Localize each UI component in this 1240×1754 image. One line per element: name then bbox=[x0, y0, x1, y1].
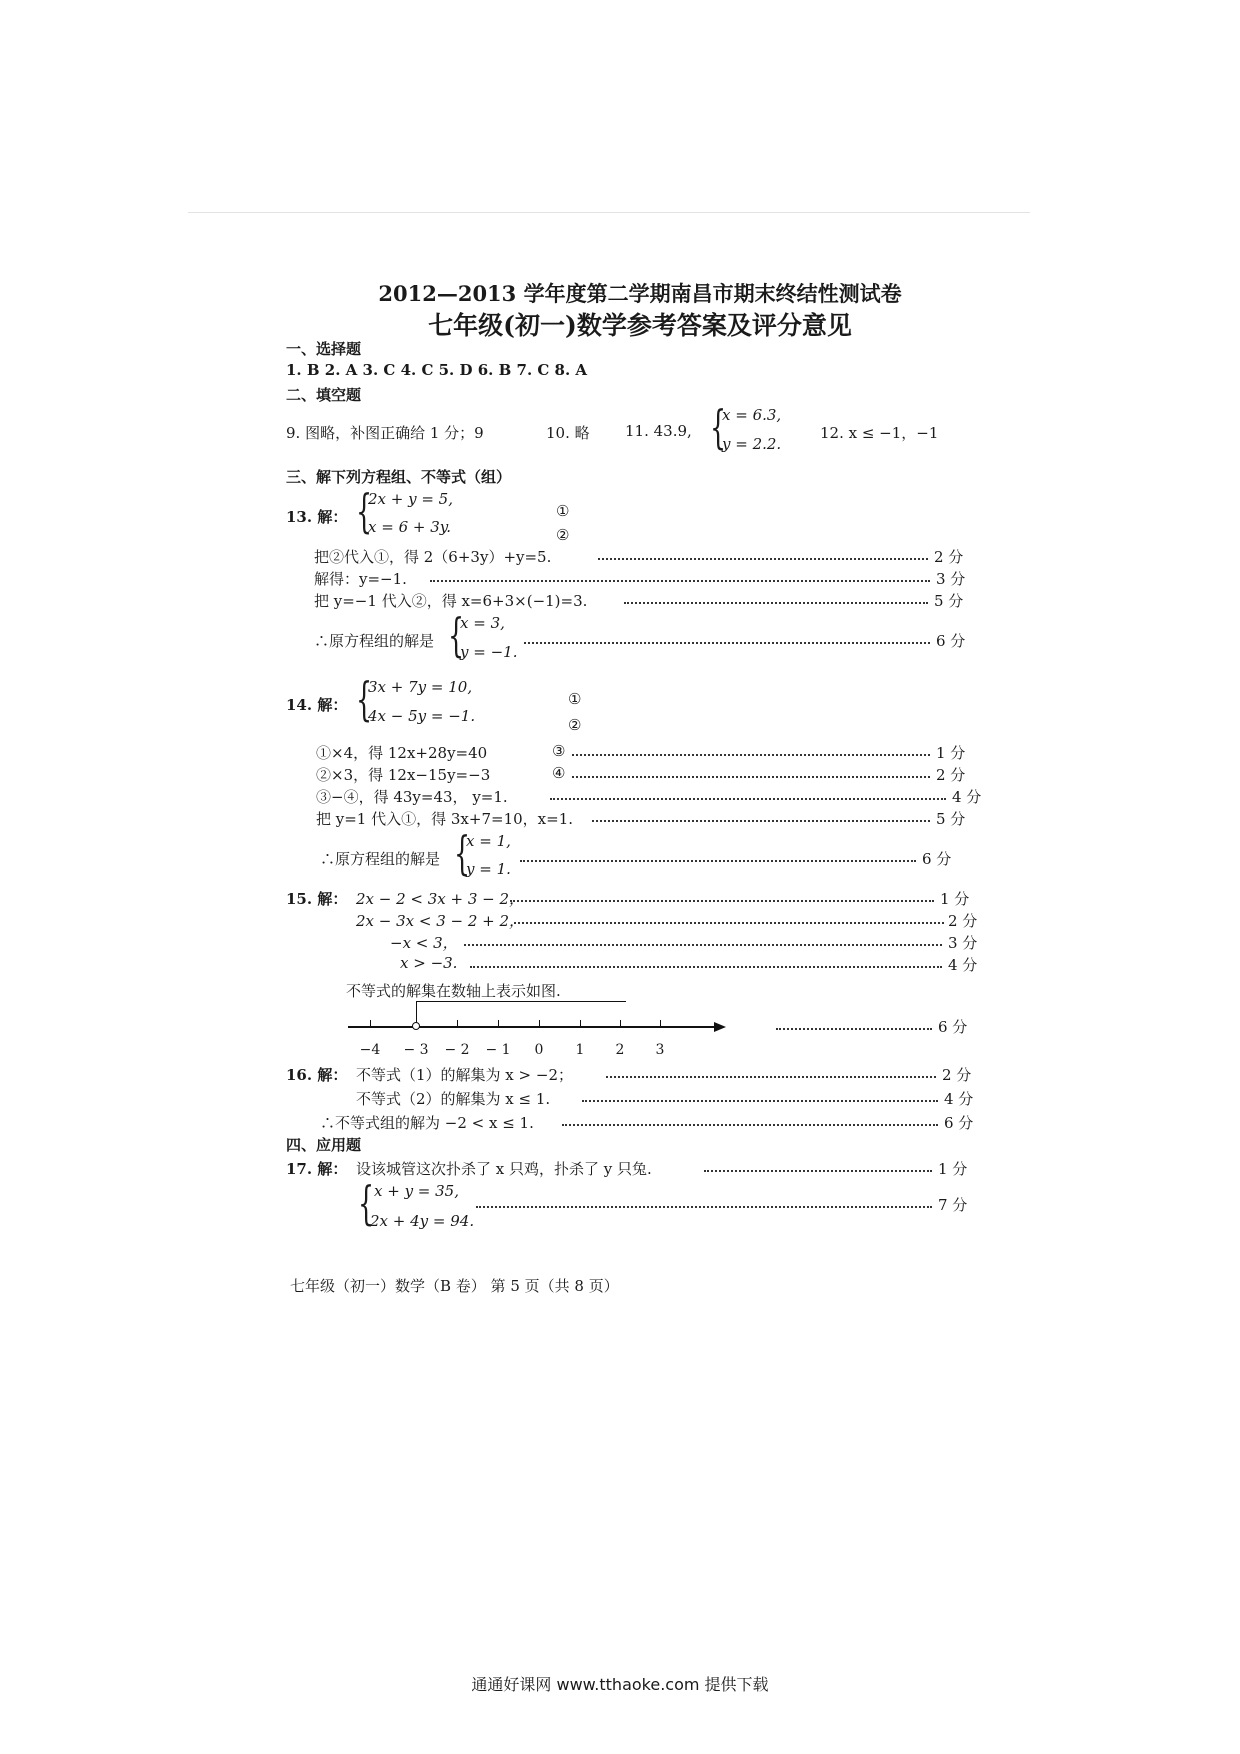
leader-dots bbox=[464, 944, 942, 946]
leader-dots bbox=[572, 776, 930, 778]
axis-label: − 1 bbox=[485, 1042, 511, 1058]
fill-q12: 12. x ≤ −1，−1 bbox=[820, 424, 939, 442]
q13-sol2: y = −1. bbox=[460, 643, 518, 661]
answer-key-title: 七年级(初一)数学参考答案及评分意见 bbox=[428, 311, 852, 340]
q14-score1: 1 分 bbox=[936, 744, 966, 762]
leader-dots bbox=[520, 860, 916, 862]
tick bbox=[370, 1020, 371, 1028]
section-choice-heading: 一、选择题 bbox=[286, 340, 362, 358]
leader-dots bbox=[550, 798, 946, 800]
q13-mark2: ② bbox=[556, 526, 570, 544]
q14-score4: 5 分 bbox=[936, 810, 966, 828]
q16-step1: 不等式（1）的解集为 x > −2； bbox=[356, 1066, 573, 1084]
section-application-heading: 四、应用题 bbox=[286, 1136, 362, 1154]
section-solve-heading: 三、解下列方程组、不等式（组） bbox=[286, 468, 512, 486]
q11-eq2: y = 2.2. bbox=[722, 435, 782, 453]
q16-label: 16. 解： bbox=[286, 1066, 348, 1084]
axis-label: − 3 bbox=[403, 1042, 429, 1058]
q14-step4: 把 y=1 代入①，得 3x+7=10，x=1. bbox=[316, 810, 574, 828]
number-line-axis bbox=[348, 1026, 718, 1028]
q14-score3: 4 分 bbox=[952, 788, 982, 806]
q17-score2: 7 分 bbox=[938, 1196, 968, 1214]
axis-label: 3 bbox=[655, 1042, 665, 1058]
leader-dots bbox=[470, 966, 942, 968]
q15-step4: x > −3. bbox=[400, 954, 458, 972]
q15-score2: 2 分 bbox=[948, 912, 978, 930]
leader-dots bbox=[592, 820, 930, 822]
q13-score1: 2 分 bbox=[934, 548, 964, 566]
q16-score3: 6 分 bbox=[944, 1114, 974, 1132]
axis-label: − 2 bbox=[444, 1042, 470, 1058]
open-circle-icon bbox=[412, 1022, 420, 1030]
q13-step3: 把 y=−1 代入②，得 x=6+3×(−1)=3. bbox=[314, 592, 588, 610]
q16-step2: 不等式（2）的解集为 x ≤ 1. bbox=[356, 1090, 551, 1108]
q13-step2: 解得：y=−1. bbox=[314, 570, 407, 588]
q14-mark2: ② bbox=[568, 716, 582, 734]
tick bbox=[580, 1020, 581, 1028]
tick bbox=[660, 1020, 661, 1028]
q13-sol1: x = 3, bbox=[460, 614, 505, 632]
q13-eq1: 2x + y = 5, bbox=[368, 490, 453, 508]
q13-label: 13. 解： bbox=[286, 508, 348, 526]
q17-eq1: x + y = 35, bbox=[374, 1182, 459, 1200]
leader-dots bbox=[514, 922, 944, 924]
q14-score5: 6 分 bbox=[922, 850, 952, 868]
q15-score3: 3 分 bbox=[948, 934, 978, 952]
axis-label: 2 bbox=[615, 1042, 625, 1058]
q14-sol2: y = 1. bbox=[466, 860, 511, 878]
choice-answers: 1. B 2. A 3. C 4. C 5. D 6. B 7. C 8. A bbox=[286, 361, 588, 379]
q15-score5: 6 分 bbox=[938, 1018, 968, 1036]
q17-step1: 设该城管这次扑杀了 x 只鸡，扑杀了 y 只兔. bbox=[356, 1160, 652, 1178]
leader-dots bbox=[598, 558, 928, 560]
q14-mark1: ① bbox=[568, 690, 582, 708]
q16-score2: 4 分 bbox=[944, 1090, 974, 1108]
fill-q9: 9. 图略，补图正确给 1 分；9 bbox=[286, 424, 484, 442]
q17-brace: { bbox=[358, 1176, 375, 1230]
q17-eq2: 2x + 4y = 94. bbox=[370, 1212, 475, 1230]
arrow-right-icon bbox=[714, 1022, 726, 1032]
q13-score2: 3 分 bbox=[936, 570, 966, 588]
q17-label: 17. 解： bbox=[286, 1160, 348, 1178]
q11-brace: { bbox=[710, 400, 727, 454]
leader-dots bbox=[704, 1170, 932, 1172]
q14-conclusion: ∴原方程组的解是 bbox=[320, 850, 441, 868]
tick bbox=[457, 1020, 458, 1028]
axis-label: −4 bbox=[359, 1042, 381, 1058]
q13-conclusion: ∴原方程组的解是 bbox=[314, 632, 435, 650]
q13-score3: 5 分 bbox=[934, 592, 964, 610]
q11-eq1: x = 6.3, bbox=[722, 406, 782, 424]
exam-title: 2012—2013 学年度第二学期南昌市期末终结性测试卷 bbox=[378, 281, 902, 306]
page-footer: 七年级（初一）数学（B 卷） 第 5 页（共 8 页） bbox=[290, 1277, 619, 1295]
q15-score1: 1 分 bbox=[940, 890, 970, 908]
q14-mark4: ④ bbox=[552, 764, 566, 782]
tick bbox=[498, 1020, 499, 1028]
leader-dots bbox=[430, 580, 930, 582]
q15-step3: −x < 3， bbox=[390, 934, 458, 952]
axis-label: 1 bbox=[575, 1042, 585, 1058]
leader-dots bbox=[572, 754, 930, 756]
leader-dots bbox=[510, 900, 934, 902]
q15-step1: 2x − 2 < 3x + 3 − 2， bbox=[356, 890, 525, 908]
q14-label: 14. 解： bbox=[286, 696, 348, 714]
q17-score1: 1 分 bbox=[938, 1160, 968, 1178]
solution-bracket-top bbox=[416, 1001, 626, 1002]
fill-q10: 10. 略 bbox=[546, 424, 590, 442]
q14-step3: ③−④，得 43y=43， y=1. bbox=[316, 788, 508, 806]
q15-label: 15. 解： bbox=[286, 890, 348, 908]
q13-brace: { bbox=[356, 484, 373, 538]
q13-score4: 6 分 bbox=[936, 632, 966, 650]
axis-label: 0 bbox=[534, 1042, 544, 1058]
q14-mark3: ③ bbox=[552, 742, 566, 760]
q16-score1: 2 分 bbox=[942, 1066, 972, 1084]
q15-note: 不等式的解集在数轴上表示如图. bbox=[346, 982, 561, 1000]
q14-score2: 2 分 bbox=[936, 766, 966, 784]
page-top-rule bbox=[188, 212, 1030, 213]
section-fill-heading: 二、填空题 bbox=[286, 386, 362, 404]
fill-q11: 11. 43.9, bbox=[625, 422, 692, 440]
q13-mark1: ① bbox=[556, 502, 570, 520]
q13-eq2: x = 6 + 3y. bbox=[368, 518, 452, 536]
tick bbox=[539, 1020, 540, 1028]
q14-eq1: 3x + 7y = 10, bbox=[368, 678, 473, 696]
leader-dots bbox=[476, 1206, 932, 1208]
leader-dots bbox=[582, 1100, 938, 1102]
q14-brace: { bbox=[356, 672, 373, 726]
q16-step3: ∴不等式组的解为 −2 < x ≤ 1. bbox=[320, 1114, 534, 1132]
q14-solution-brace: { bbox=[454, 826, 471, 880]
tick bbox=[620, 1020, 621, 1028]
q13-solution-brace: { bbox=[448, 608, 465, 662]
q13-step1: 把②代入①，得 2（6+3y）+y=5. bbox=[314, 548, 552, 566]
leader-dots bbox=[776, 1028, 932, 1030]
q14-eq2: 4x − 5y = −1. bbox=[368, 707, 476, 725]
q15-score4: 4 分 bbox=[948, 956, 978, 974]
q14-sol1: x = 1, bbox=[466, 832, 511, 850]
leader-dots bbox=[606, 1076, 936, 1078]
q14-step2: ②×3，得 12x−15y=−3 bbox=[316, 766, 491, 784]
q14-step1: ①×4，得 12x+28y=40 bbox=[316, 744, 488, 762]
leader-dots bbox=[562, 1124, 938, 1126]
watermark-text: 通通好课网 www.tthaoke.com 提供下载 bbox=[471, 1675, 769, 1694]
leader-dots bbox=[624, 602, 928, 604]
q15-step2: 2x − 3x < 3 − 2 + 2， bbox=[356, 912, 525, 930]
leader-dots bbox=[524, 642, 930, 644]
